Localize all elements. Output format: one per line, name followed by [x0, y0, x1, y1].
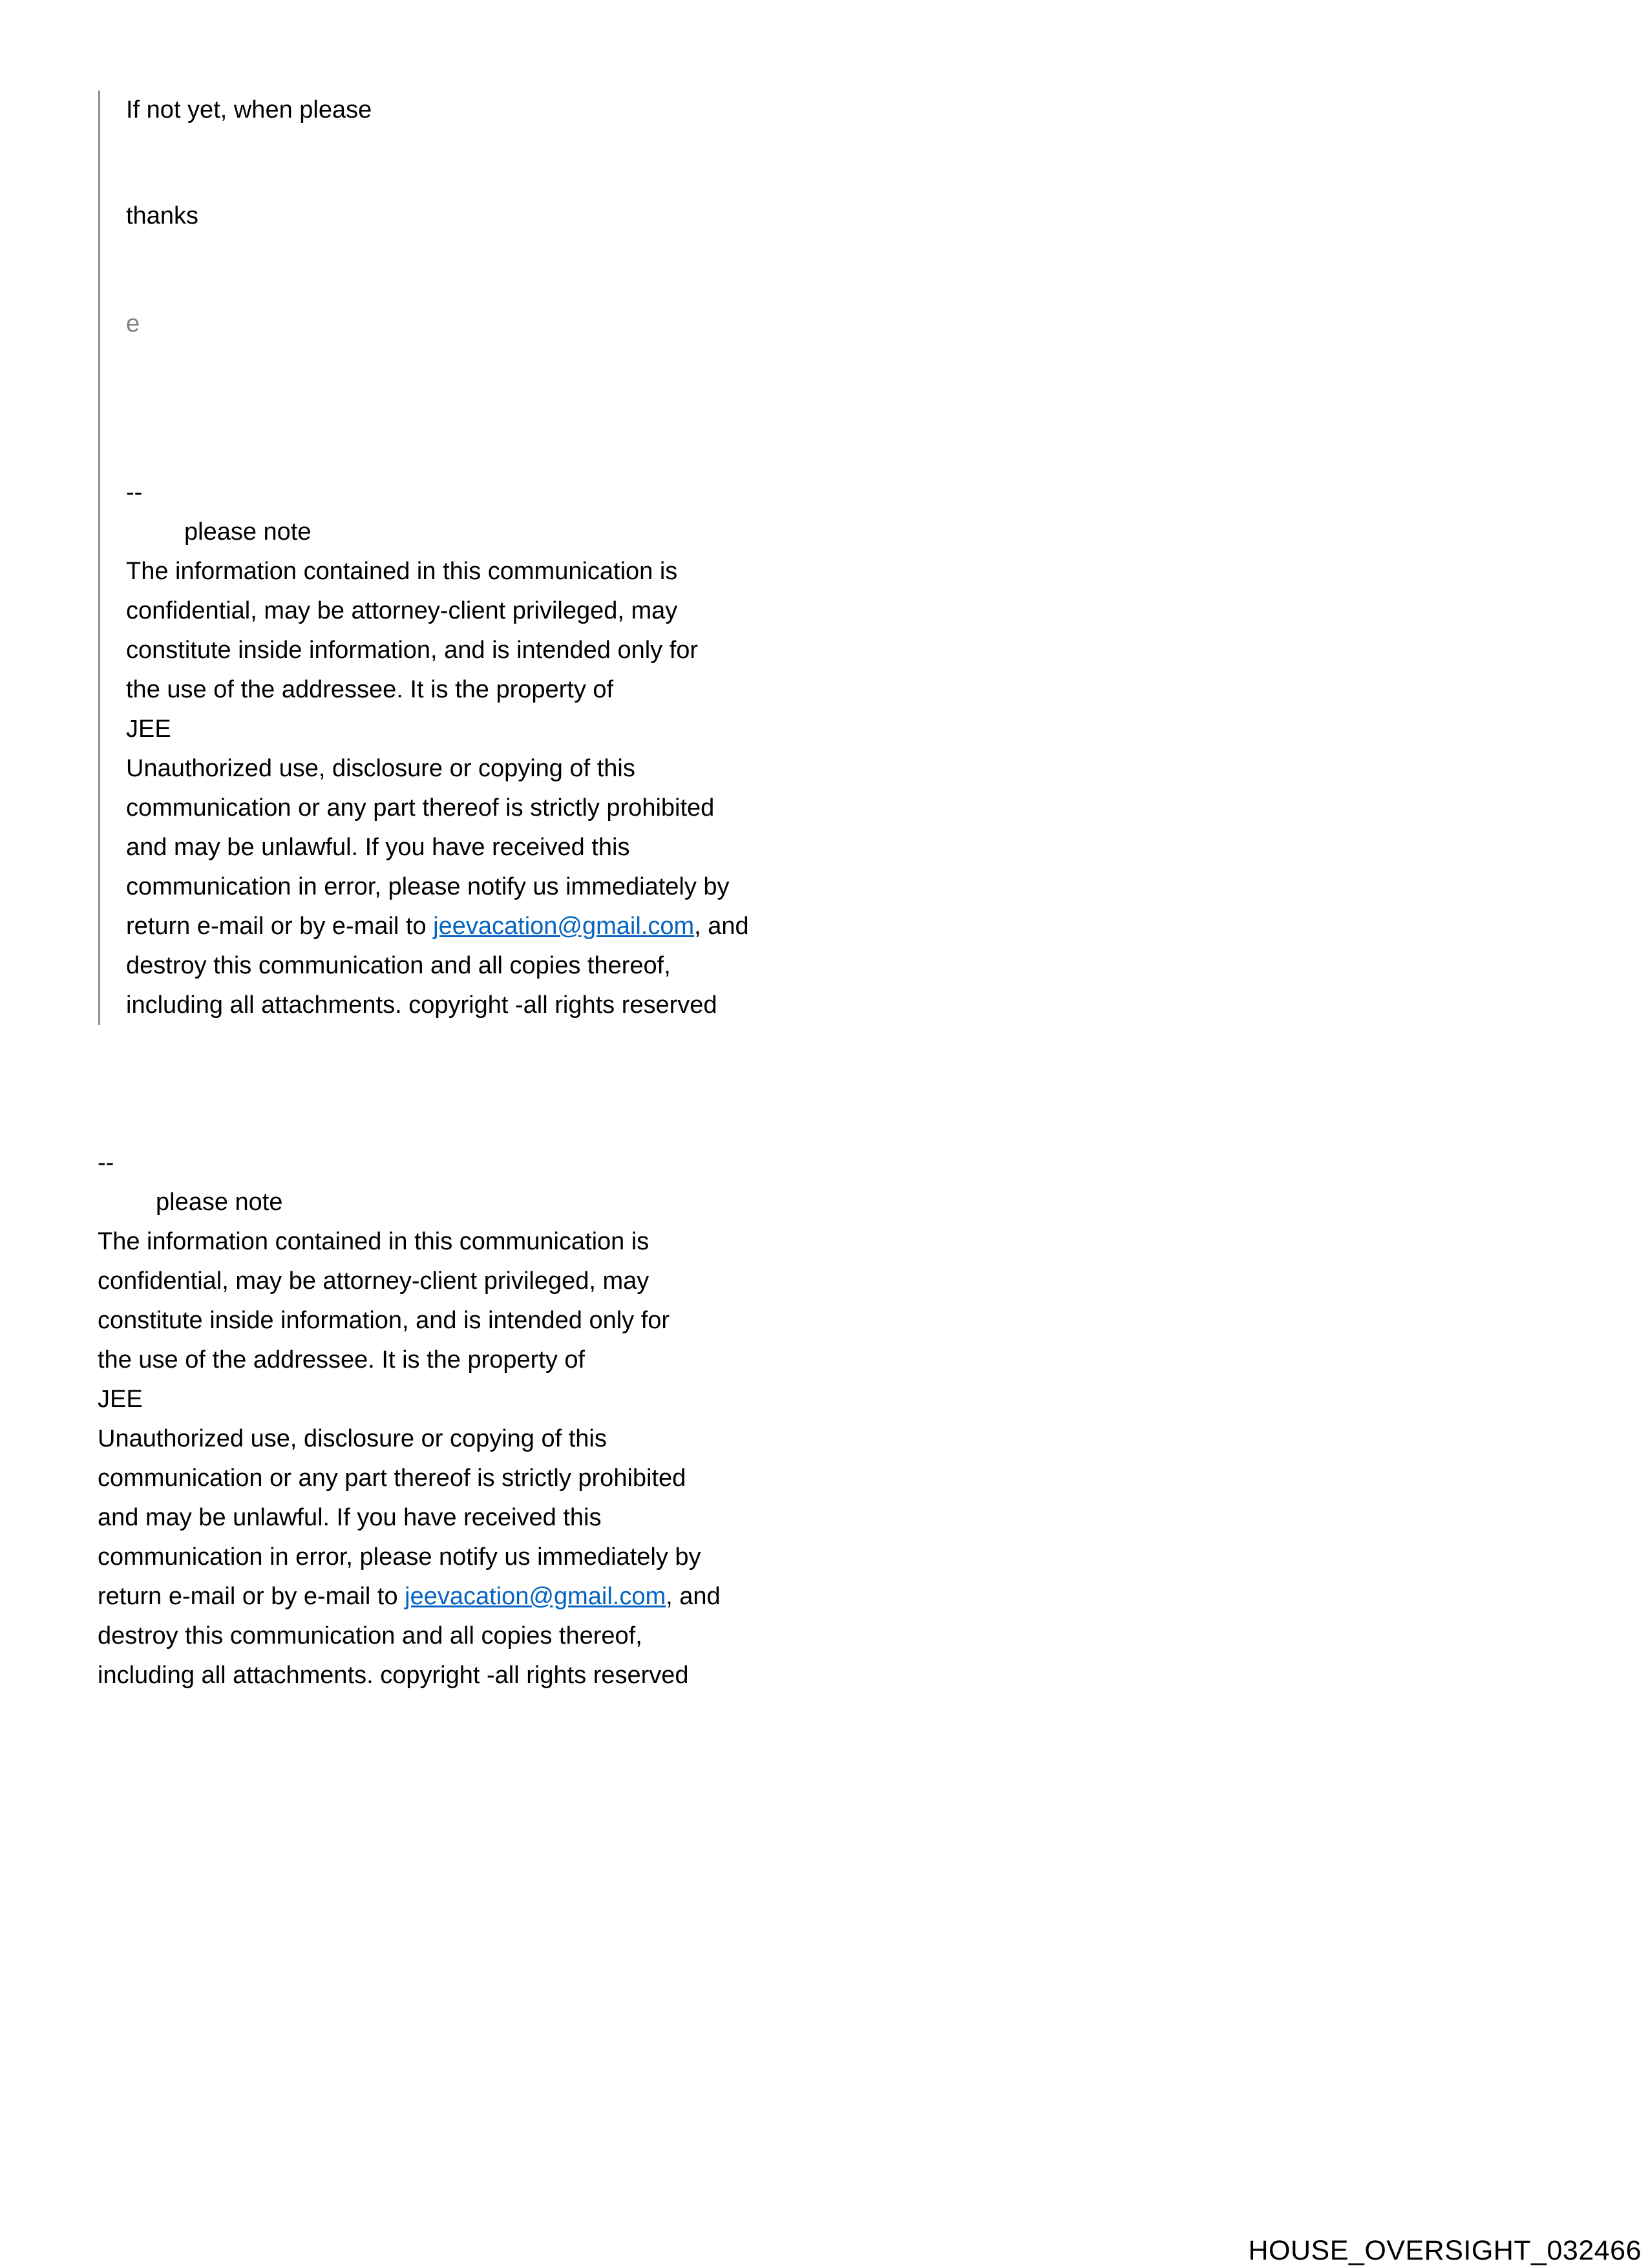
link-line-before: return e-mail or by e-mail to [98, 1583, 405, 1610]
disclaimer-line: the use of the addressee. It is the property of [126, 676, 614, 703]
disclaimer-line: communication or any part thereof is strictly prohibited [98, 1465, 686, 1492]
email-link[interactable]: jeevacation@gmail.com [405, 1583, 666, 1610]
disclaimer-block-1 [126, 473, 1648, 1025]
disclaimer-line: and may be unlawful. If you have received this [98, 1504, 602, 1531]
email-link[interactable]: jeevacation@gmail.com [433, 913, 695, 940]
disclaimer-line: communication or any part thereof is strictly prohibited [126, 794, 715, 821]
disclaimer-line: Unauthorized use, disclosure or copying of this [98, 1425, 607, 1452]
bates-number: HOUSE_OVERSIGHT_032466 [1248, 2235, 1642, 2266]
disclaimer-line: communication in error, please notify us immediately by [126, 873, 730, 900]
disclaimer-link-line [126, 907, 1648, 946]
link-line-before: return e-mail or by e-mail to [126, 913, 434, 940]
disclaimer-line: Unauthorized use, disclosure or copying of this [126, 755, 635, 782]
disclaimer-line: communication in error, please notify us immediately by [98, 1543, 701, 1571]
disclaimer-line: The information contained in this communication is [98, 1228, 650, 1255]
signature-initial: e [126, 310, 140, 337]
link-line-after: , and [694, 913, 749, 940]
disclaimer-line: The information contained in this communication is [126, 558, 678, 585]
separator-dashes: -- [98, 1149, 114, 1176]
message-line-1: If not yet, when please [126, 96, 372, 123]
disclaimer-link-line [98, 1577, 1648, 1616]
disclaimer-line: JEE [126, 715, 171, 743]
document-page [0, 90, 1648, 2266]
disclaimer-heading: please note [156, 1189, 283, 1216]
disclaimer-line: constitute inside information, and is intended only for [126, 637, 699, 664]
message-line-2: thanks [126, 202, 198, 229]
quoted-email-block [98, 90, 1648, 1025]
link-line-after: , and [666, 1583, 721, 1610]
disclaimer-line: confidential, may be attorney-client privileged, may [126, 597, 678, 624]
disclaimer-line: destroy this communication and all copies thereof, [98, 1622, 642, 1649]
separator-dashes: -- [126, 479, 143, 506]
disclaimer-line: the use of the addressee. It is the property of [98, 1346, 586, 1373]
disclaimer-line: including all attachments. copyright -all rights reserved [98, 1662, 689, 1689]
disclaimer-line: constitute inside information, and is intended only for [98, 1307, 670, 1334]
disclaimer-line: destroy this communication and all copies thereof, [126, 952, 671, 979]
disclaimer-heading: please note [184, 518, 312, 546]
disclaimer-line: JEE [98, 1386, 143, 1413]
disclaimer-block-2 [98, 1143, 1648, 1695]
disclaimer-line: and may be unlawful. If you have received this [126, 834, 630, 861]
disclaimer-line: confidential, may be attorney-client privileged, may [98, 1267, 650, 1295]
disclaimer-line: including all attachments. copyright -all rights reserved [126, 991, 717, 1019]
